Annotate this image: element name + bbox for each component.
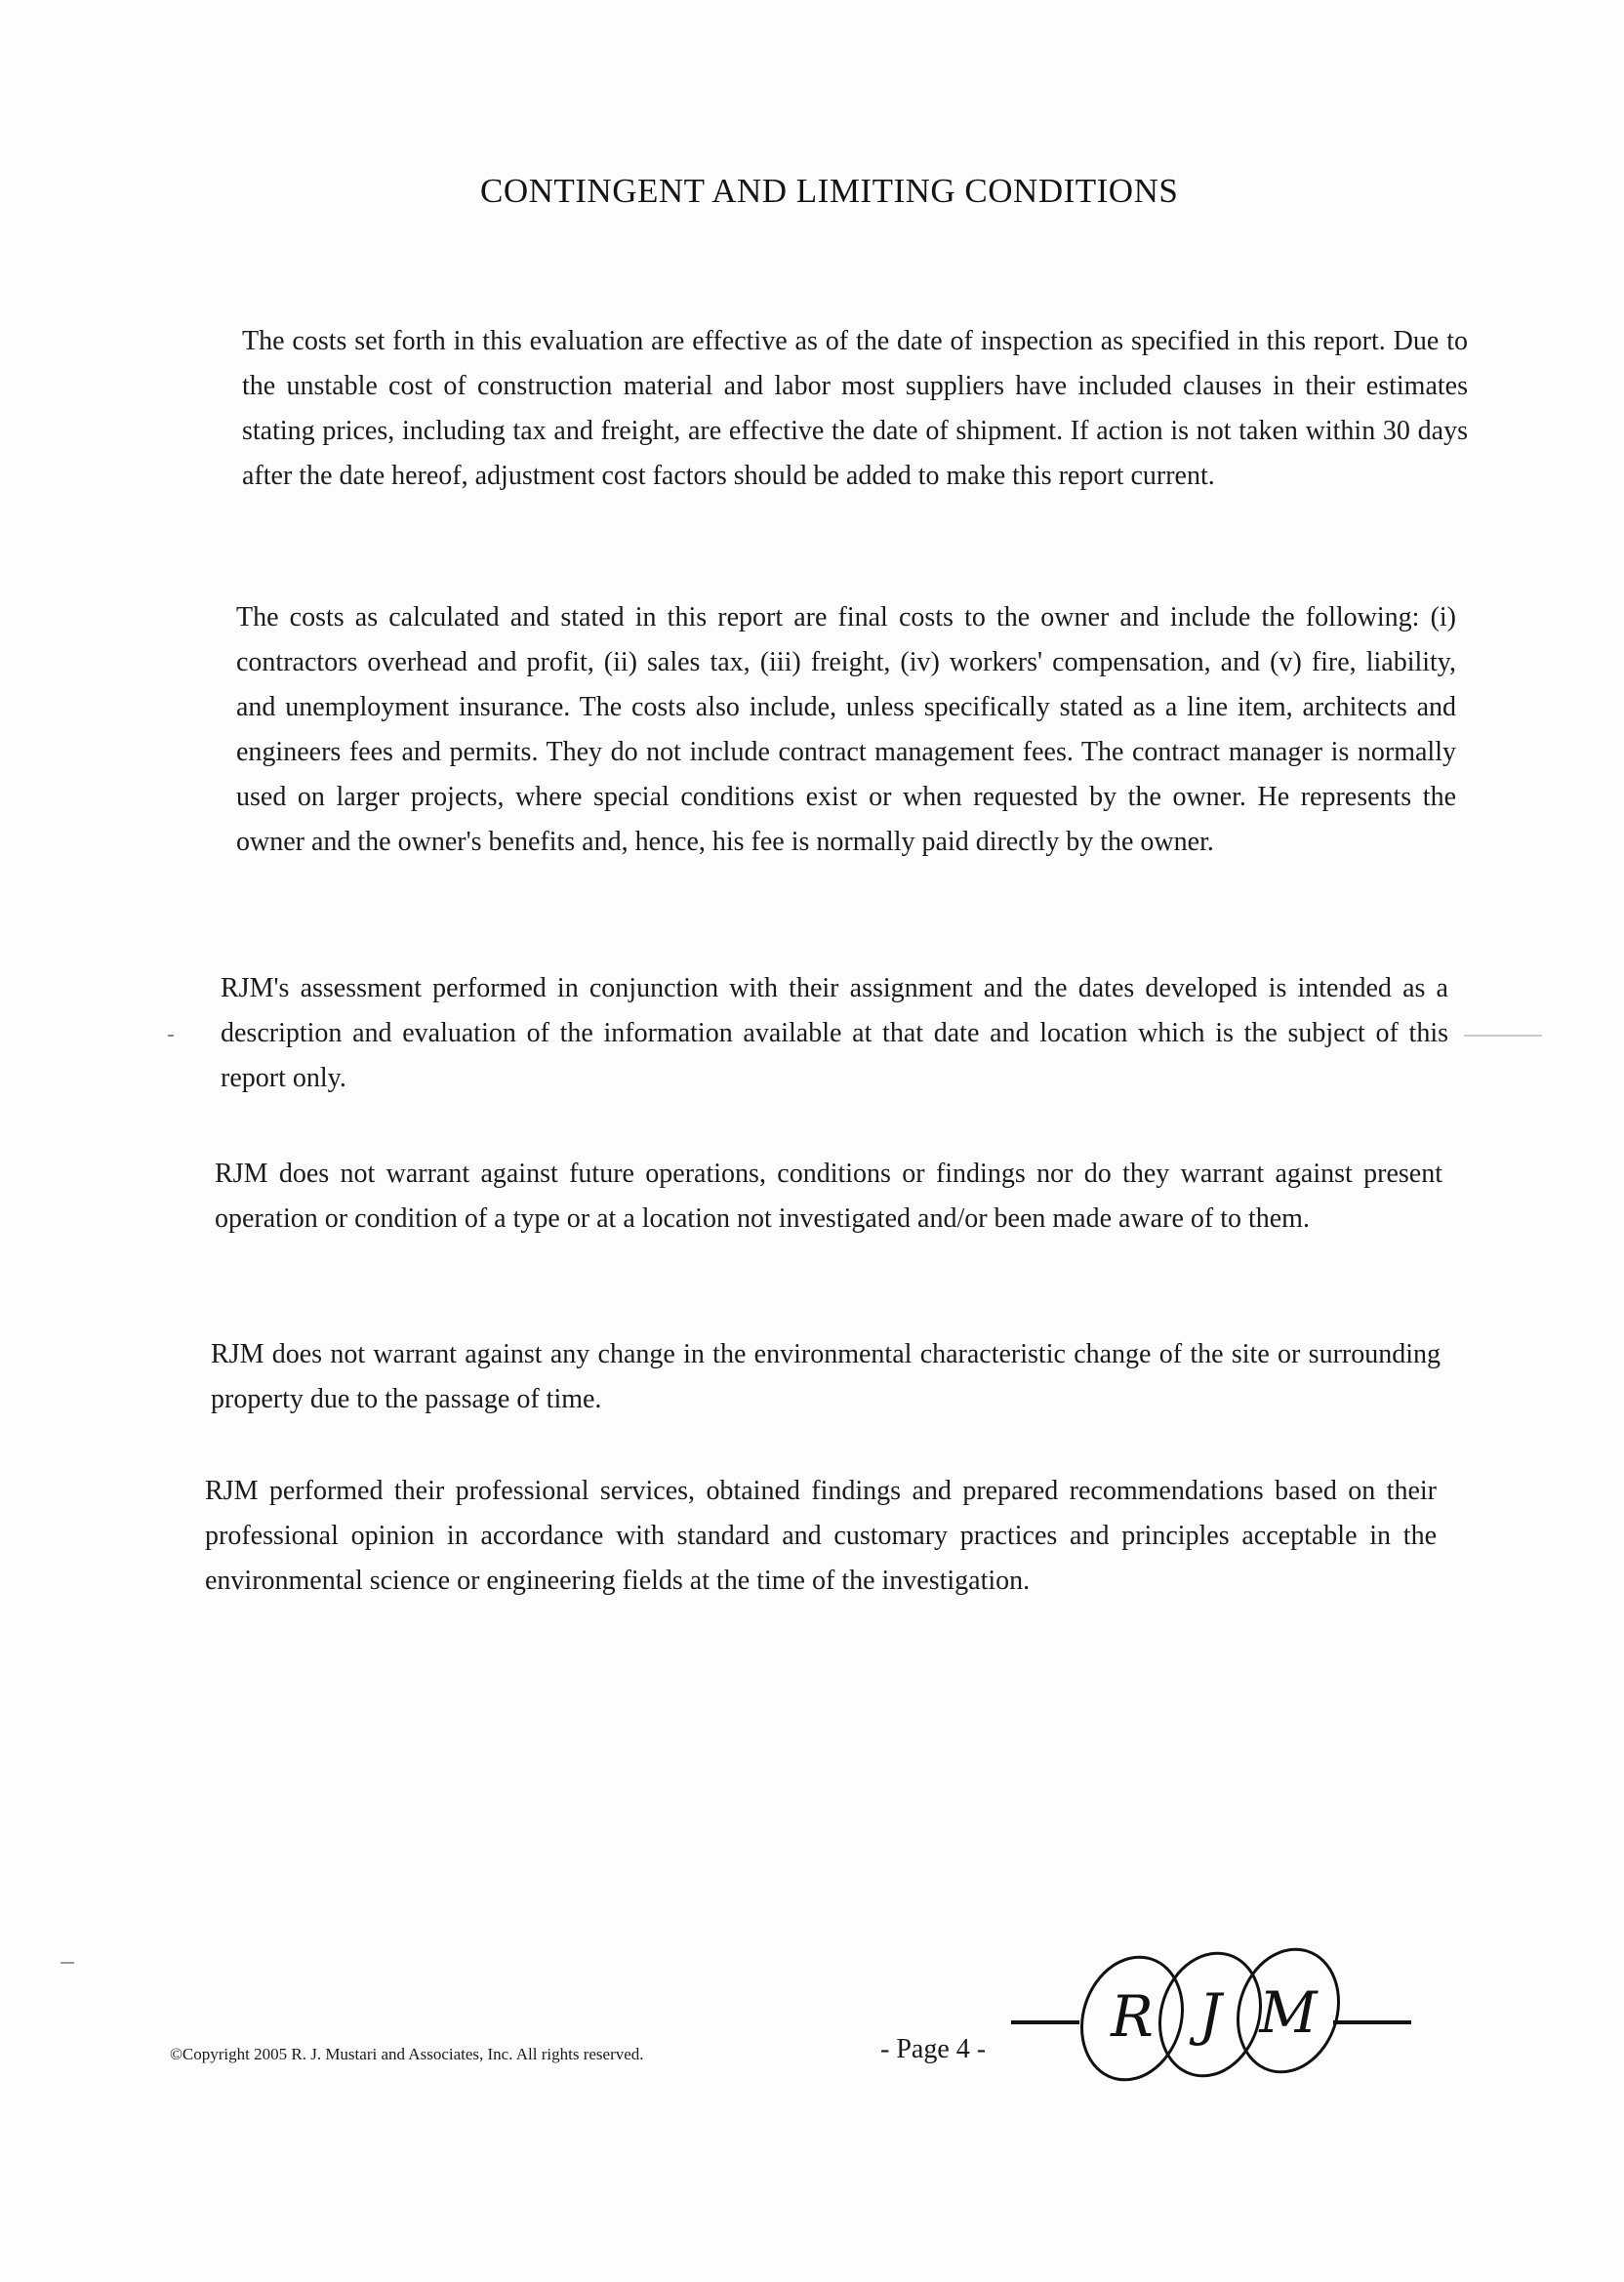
paragraph-costs-included: The costs as calculated and stated in this report are final costs to the owner and include the following: (i) contractors overhead and profit, (ii) sales tax, (iii) freight, (iv) workers' compensation, and (v) fire, liability, and unemployment insurance. The costs also include, unless specifically stated as a line item, architects and engineers fees and permits. They do not include contract management fees. The contract manager is normally used on larger projects, where special conditions exist or when requested by the owner. He represents the owner and the owner's benefits and, hence, his fee is normally paid directly by the owner. — [236, 602, 1456, 857]
rjm-monogram-logo-icon — [1011, 1942, 1411, 2089]
paragraph-no-warranty-operations: RJM does not warrant against future operations, conditions or findings nor do they warrant against present operation or condition of a type or at a location not investigated and/or been made aware of to them. — [215, 1159, 1442, 1234]
svg-text:M: M — [1259, 1979, 1318, 2046]
paragraph-assessment-scope: RJM's assessment performed in conjunction with their assignment and the dates developed is intended as a description and evaluation of the information available at that date and location which is the subject of this report only. — [221, 973, 1448, 1093]
page-number: - Page 4 - — [880, 2034, 987, 2064]
paragraph-costs-effective-date: The costs set forth in this evaluation are effective as of the date of inspection as specified in this report. Due to the unstable cost of construction material and labor most suppliers have included clauses in their estimates stating prices, including tax and freight, are effective the date of shipment. If action is not taken within 30 days after the date hereof, adjustment cost factors should be added to make this report current. — [242, 326, 1468, 491]
scan-speck — [168, 1035, 174, 1037]
scan-speck — [1464, 1035, 1542, 1037]
paragraph-no-warranty-environment: RJM does not warrant against any change in the environmental characteristic change of the site or surrounding property due to the passage of time. — [211, 1339, 1441, 1414]
svg-text:R: R — [1111, 1983, 1154, 2050]
page-title: CONTINGENT AND LIMITING CONDITIONS — [480, 172, 1179, 210]
paragraph-professional-services: RJM performed their professional services, obtained findings and prepared recommendations based on their professional opinion in accordance with standard and customary practices and principles acceptable in the environmental science or engineering fields at the time of the investigation. — [205, 1476, 1437, 1596]
scan-speck — [61, 1962, 74, 1964]
copyright-notice: ©Copyright 2005 R. J. Mustari and Associates, Inc. All rights reserved. — [170, 2045, 644, 2063]
svg-text:J: J — [1198, 1981, 1222, 2048]
